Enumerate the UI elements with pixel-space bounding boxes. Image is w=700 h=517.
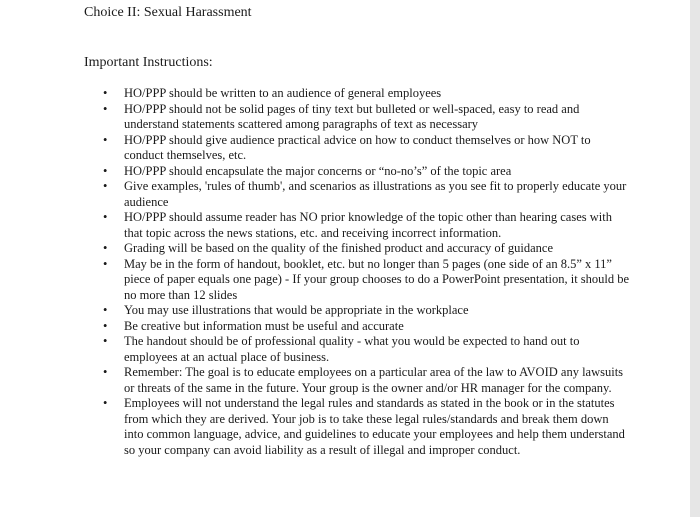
instruction-text: HO/PPP should assume reader has NO prior knowledge of the topic other than hearing cases with that topic across the news stations, etc. and receiving incorrect information. (124, 210, 612, 240)
instruction-text: May be in the form of handout, booklet, etc. but no longer than 5 pages (one side of an 8.5” x 11” piece of paper equals one page) - If your group chooses to do a PowerPoint presentation, it should be no more than 12 slides (124, 256, 630, 302)
bullet-icon: • (103, 179, 108, 193)
instruction-item (100, 241, 630, 257)
instruction-item (100, 164, 630, 180)
instruction-item (100, 210, 630, 241)
instruction-text: HO/PPP should not be solid pages of tiny text but bulleted or well-spaced, easy to read and understand statements scattered among paragraphs of text as necessary (124, 101, 580, 131)
instruction-text: The handout should be of professional quality - what you would be expected to hand out to employees at an actual place of business. (124, 334, 580, 364)
instruction-item (100, 133, 630, 164)
page-edge-shadow (690, 0, 700, 517)
instructions-heading: Important Instructions: (84, 55, 213, 70)
instruction-text: Be creative but information must be useful and accurate (124, 318, 404, 333)
bullet-icon: • (103, 365, 108, 379)
bullet-icon: • (103, 241, 108, 255)
bullet-icon: • (103, 132, 108, 147)
bullet-icon: • (103, 101, 108, 116)
instruction-item (100, 179, 630, 210)
instruction-text: HO/PPP should encapsulate the major concerns or “no-no’s” of the topic area (124, 163, 512, 178)
instruction-item (100, 334, 630, 365)
instruction-item (100, 365, 630, 396)
instruction-item (100, 303, 630, 319)
instruction-item (100, 396, 630, 458)
instruction-text: HO/PPP should be written to an audience of general employees (124, 86, 442, 100)
instructions-list (100, 86, 630, 458)
document-title: Choice II: Sexual Harassment (84, 5, 252, 20)
bullet-icon: • (103, 396, 108, 410)
instruction-text: Grading will be based on the quality of the finished product and accuracy of guidance (124, 241, 554, 255)
bullet-icon: • (103, 163, 108, 178)
instruction-item (100, 86, 630, 102)
bullet-icon: • (103, 303, 108, 317)
instruction-item (100, 102, 630, 133)
bullet-icon: • (103, 86, 108, 100)
instruction-text: Remember: The goal is to educate employees on a particular area of the law to AVOID any lawsuits or threats of the same in the future. Your group is the owner and/or HR manager for the company. (124, 365, 624, 395)
instruction-text: Employees will not understand the legal rules and standards as stated in the book or in the statutes from which they are derived. Your job is to take these legal rules/standards and break them down into common language, advice, and guidelines to educate your employees and help them understand so your company can avoid liability as a result of illegal and improper conduct. (124, 396, 625, 457)
instruction-text: HO/PPP should give audience practical advice on how to conduct themselves or how NOT to conduct themselves, etc. (124, 132, 591, 162)
bullet-icon: • (103, 256, 108, 271)
instruction-item (100, 319, 630, 335)
bullet-icon: • (103, 334, 108, 348)
instruction-text: You may use illustrations that would be appropriate in the workplace (124, 303, 469, 317)
instruction-text: Give examples, 'rules of thumb', and scenarios as illustrations as you see fit to properly educate your audience (124, 179, 627, 209)
bullet-icon: • (103, 318, 108, 333)
instruction-item (100, 257, 630, 304)
bullet-icon: • (103, 210, 108, 224)
